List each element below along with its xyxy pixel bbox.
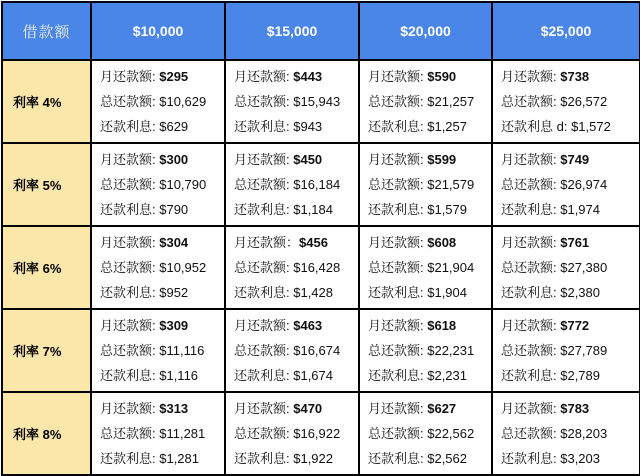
cell-line-value: $22,231 bbox=[427, 343, 475, 358]
row-label: 利率 6% bbox=[2, 226, 91, 309]
cell-line-value: $1,281 bbox=[159, 451, 199, 466]
cell-line bbox=[100, 396, 220, 421]
column-header-10000: $10,000 bbox=[91, 2, 225, 60]
cell-line-label: 月还款额: bbox=[234, 69, 294, 84]
table-row bbox=[2, 392, 640, 475]
cell-line-value: $1,428 bbox=[293, 285, 333, 300]
cell-line bbox=[501, 197, 635, 222]
cell-line-value: $21,257 bbox=[427, 94, 475, 109]
table-cell bbox=[359, 226, 492, 309]
cell-line-value: $463 bbox=[293, 318, 323, 333]
cell-line-label: 总还款额: bbox=[368, 177, 428, 192]
table-cell bbox=[359, 60, 492, 143]
cell-line-value: $627 bbox=[427, 401, 457, 416]
cell-line-value: $3,203 bbox=[560, 451, 600, 466]
table-cell bbox=[225, 60, 359, 143]
cell-line bbox=[368, 396, 487, 421]
cell-line bbox=[368, 114, 487, 139]
table-cell bbox=[359, 309, 492, 392]
cell-line-value: $16,184 bbox=[293, 177, 341, 192]
cell-line-label: 总还款额: bbox=[501, 177, 561, 192]
cell-line-label: 还款利息: bbox=[368, 451, 428, 466]
cell-line-value: $761 bbox=[560, 235, 590, 250]
cell-line bbox=[501, 396, 635, 421]
table-cell bbox=[359, 392, 492, 475]
table-cell bbox=[492, 60, 640, 143]
cell-line-label: 总还款额: bbox=[501, 94, 561, 109]
cell-line-label: 总还款额: bbox=[234, 343, 294, 358]
cell-line-value: $21,904 bbox=[427, 260, 475, 275]
table-cell bbox=[492, 143, 640, 226]
cell-line-label: 还款利息: bbox=[100, 285, 160, 300]
cell-line-value: $443 bbox=[293, 69, 323, 84]
cell-line bbox=[368, 64, 487, 89]
loan-table bbox=[1, 1, 640, 476]
cell-line-value: $313 bbox=[159, 401, 189, 416]
cell-line bbox=[501, 313, 635, 338]
cell-line bbox=[100, 280, 220, 305]
table-cell bbox=[492, 392, 640, 475]
cell-line-value: $26,974 bbox=[560, 177, 608, 192]
cell-line-value: $300 bbox=[159, 152, 189, 167]
cell-line-value: $2,380 bbox=[560, 285, 600, 300]
cell-line bbox=[368, 363, 487, 388]
table-cell bbox=[91, 392, 225, 475]
cell-line-value: $11,116 bbox=[159, 343, 205, 358]
cell-line-label: 还款利息 d: bbox=[501, 119, 572, 134]
column-header-20000: $20,000 bbox=[359, 2, 492, 60]
cell-line bbox=[100, 363, 220, 388]
cell-line-label: 月还款额: bbox=[234, 318, 294, 333]
cell-line-value: $1,974 bbox=[560, 202, 600, 217]
cell-line-value: $27,789 bbox=[560, 343, 608, 358]
cell-line-label: 总还款额: bbox=[100, 343, 160, 358]
cell-line bbox=[501, 446, 635, 471]
cell-line-value: $10,790 bbox=[159, 177, 207, 192]
cell-line bbox=[100, 147, 220, 172]
cell-line-label: 还款利息: bbox=[234, 202, 294, 217]
cell-line-value: $16,674 bbox=[293, 343, 341, 358]
cell-line-label: 还款利息: bbox=[234, 119, 294, 134]
cell-line-label: 总还款额: bbox=[501, 343, 561, 358]
cell-line-value: $16,922 bbox=[293, 426, 341, 441]
cell-line bbox=[234, 396, 354, 421]
cell-line-label: 总还款额: bbox=[100, 260, 160, 275]
cell-line-label: 还款利息: bbox=[368, 202, 428, 217]
cell-line-value: $2,231 bbox=[427, 368, 467, 383]
cell-line-value: $28,203 bbox=[560, 426, 608, 441]
cell-line-value: $790 bbox=[159, 202, 189, 217]
cell-line-label: 总还款额: bbox=[368, 94, 428, 109]
cell-line bbox=[100, 64, 220, 89]
cell-line-value: $22,562 bbox=[427, 426, 475, 441]
cell-line-value: $10,952 bbox=[159, 260, 207, 275]
cell-line bbox=[234, 421, 354, 446]
cell-line-label: 月还款额: bbox=[368, 235, 428, 250]
cell-line bbox=[368, 89, 487, 114]
cell-line-label: 月还款额: bbox=[100, 152, 160, 167]
cell-line-label: 总还款额: bbox=[234, 260, 294, 275]
row-label: 利率 4% bbox=[2, 60, 91, 143]
cell-line bbox=[100, 230, 220, 255]
cell-line bbox=[501, 114, 635, 139]
cell-line-value: $10,629 bbox=[159, 94, 207, 109]
cell-line-value: $11,281 bbox=[159, 426, 206, 441]
cell-line bbox=[501, 363, 635, 388]
table-row bbox=[2, 60, 640, 143]
cell-line-value: $1,184 bbox=[293, 202, 333, 217]
cell-line-value: $2,562 bbox=[427, 451, 467, 466]
cell-line-value: $608 bbox=[427, 235, 457, 250]
cell-line bbox=[234, 280, 354, 305]
cell-line-label: 还款利息: bbox=[501, 368, 561, 383]
cell-line bbox=[100, 114, 220, 139]
cell-line-value: $295 bbox=[159, 69, 189, 84]
cell-line bbox=[234, 230, 354, 255]
cell-line bbox=[368, 172, 487, 197]
table-cell bbox=[492, 309, 640, 392]
cell-line-label: 还款利息: bbox=[501, 202, 561, 217]
cell-line-label: 还款利息: bbox=[501, 451, 561, 466]
cell-line-value: $943 bbox=[293, 119, 323, 134]
cell-line-label: 月还款额: bbox=[100, 235, 160, 250]
cell-line bbox=[100, 89, 220, 114]
cell-line-label: 总还款额: bbox=[368, 260, 428, 275]
corner-header: 借款额 bbox=[2, 2, 91, 60]
cell-line bbox=[501, 421, 635, 446]
cell-line-value: $16,428 bbox=[293, 260, 341, 275]
cell-line-label: 月还款额: bbox=[501, 318, 561, 333]
cell-line-value: $470 bbox=[293, 401, 323, 416]
cell-line-value: $783 bbox=[560, 401, 590, 416]
cell-line-label: 还款利息: bbox=[234, 285, 294, 300]
cell-line bbox=[368, 230, 487, 255]
cell-line-value: $618 bbox=[427, 318, 457, 333]
cell-line-value: $26,572 bbox=[560, 94, 608, 109]
cell-line-value: $1,116 bbox=[159, 368, 199, 383]
cell-line bbox=[100, 197, 220, 222]
table-cell bbox=[91, 143, 225, 226]
cell-line bbox=[234, 313, 354, 338]
cell-line-label: 月还款额: bbox=[368, 152, 428, 167]
cell-line bbox=[501, 64, 635, 89]
cell-line-label: 还款利息: bbox=[100, 119, 160, 134]
cell-line-value: $21,579 bbox=[427, 177, 475, 192]
cell-line-value: $599 bbox=[427, 152, 457, 167]
cell-line-value: $1,674 bbox=[293, 368, 333, 383]
cell-line bbox=[100, 313, 220, 338]
cell-line bbox=[100, 255, 220, 280]
cell-line bbox=[368, 197, 487, 222]
cell-line-label: 月还款额: bbox=[234, 152, 294, 167]
cell-line bbox=[501, 147, 635, 172]
cell-line-label: 月还款额: bbox=[501, 235, 561, 250]
cell-line-label: 月还款额: bbox=[368, 69, 428, 84]
table-cell bbox=[225, 392, 359, 475]
cell-line-label: 还款利息: bbox=[100, 368, 160, 383]
column-header-15000: $15,000 bbox=[225, 2, 359, 60]
cell-line-label: 总还款额: bbox=[501, 426, 561, 441]
row-label: 利率 5% bbox=[2, 143, 91, 226]
cell-line bbox=[234, 197, 354, 222]
cell-line bbox=[234, 64, 354, 89]
cell-line bbox=[234, 114, 354, 139]
table-cell bbox=[91, 226, 225, 309]
cell-line bbox=[368, 280, 487, 305]
cell-line bbox=[368, 421, 487, 446]
cell-line-label: 总还款额: bbox=[100, 177, 160, 192]
table-cell bbox=[492, 226, 640, 309]
cell-line bbox=[501, 280, 635, 305]
cell-line-label: 还款利息: bbox=[234, 451, 294, 466]
cell-line-label: 月还款额: bbox=[368, 401, 428, 416]
cell-line-value: $450 bbox=[293, 152, 323, 167]
row-label: 利率 8% bbox=[2, 392, 91, 475]
table-row bbox=[2, 226, 640, 309]
cell-line-value: $1,904 bbox=[427, 285, 467, 300]
row-label: 利率 7% bbox=[2, 309, 91, 392]
cell-line-label: 总还款额: bbox=[234, 426, 294, 441]
cell-line-label: 总还款额: bbox=[100, 426, 160, 441]
table-row bbox=[2, 309, 640, 392]
cell-line-label: 月还款额: bbox=[100, 401, 160, 416]
cell-line-label: 月还款额: bbox=[100, 69, 160, 84]
table-body bbox=[2, 60, 640, 475]
cell-line-value: $749 bbox=[560, 152, 590, 167]
cell-line bbox=[501, 89, 635, 114]
cell-line bbox=[100, 421, 220, 446]
cell-line bbox=[100, 172, 220, 197]
cell-line-label: 月还款额: bbox=[100, 318, 160, 333]
cell-line-value: $772 bbox=[560, 318, 590, 333]
header-row bbox=[2, 2, 640, 60]
cell-line-label: 总还款额: bbox=[368, 426, 428, 441]
cell-line-label: 还款利息: bbox=[100, 451, 160, 466]
cell-line-label: 月还款额: bbox=[234, 401, 294, 416]
table-cell bbox=[225, 143, 359, 226]
cell-line-value: $456 bbox=[299, 235, 328, 250]
cell-line bbox=[100, 338, 220, 363]
cell-line-label: 月还款额: bbox=[501, 69, 561, 84]
cell-line-label: 月还款额: bbox=[368, 318, 428, 333]
cell-line-value: $1,922 bbox=[293, 451, 333, 466]
cell-line bbox=[368, 313, 487, 338]
table-cell bbox=[359, 143, 492, 226]
cell-line-label: 还款利息: bbox=[100, 202, 160, 217]
cell-line-value: $27,380 bbox=[560, 260, 608, 275]
cell-line-value: $738 bbox=[560, 69, 590, 84]
cell-line-label: 还款利息: bbox=[368, 119, 428, 134]
cell-line-value: $304 bbox=[159, 235, 189, 250]
cell-line bbox=[501, 172, 635, 197]
cell-line-value: $952 bbox=[159, 285, 189, 300]
cell-line bbox=[368, 338, 487, 363]
table-cell bbox=[225, 226, 359, 309]
cell-line-label: 还款利息: bbox=[501, 285, 561, 300]
cell-line bbox=[234, 89, 354, 114]
cell-line-label: 总还款额: bbox=[234, 177, 294, 192]
table-cell bbox=[91, 60, 225, 143]
cell-line-label: 总还款额: bbox=[501, 260, 561, 275]
cell-line bbox=[234, 147, 354, 172]
cell-line bbox=[501, 338, 635, 363]
cell-line bbox=[234, 338, 354, 363]
cell-line bbox=[234, 172, 354, 197]
table-cell bbox=[225, 309, 359, 392]
cell-line-label: 总还款额: bbox=[100, 94, 160, 109]
cell-line-label: 还款利息: bbox=[368, 285, 428, 300]
cell-line bbox=[234, 255, 354, 280]
cell-line-value: $1,572 bbox=[571, 119, 611, 134]
cell-line bbox=[368, 255, 487, 280]
cell-line bbox=[234, 446, 354, 471]
cell-line-label: 总还款额: bbox=[234, 94, 294, 109]
column-header-25000: $25,000 bbox=[492, 2, 640, 60]
cell-line-label: 还款利息: bbox=[368, 368, 428, 383]
cell-line-value: $2,789 bbox=[560, 368, 600, 383]
cell-line bbox=[368, 446, 487, 471]
cell-line-value: $15,943 bbox=[293, 94, 341, 109]
cell-line bbox=[368, 147, 487, 172]
cell-line bbox=[234, 363, 354, 388]
cell-line-value: $590 bbox=[427, 69, 457, 84]
cell-line-label: 总还款额: bbox=[368, 343, 428, 358]
cell-line-label: 月还款额： bbox=[234, 235, 300, 250]
cell-line-label: 月还款额: bbox=[501, 401, 561, 416]
cell-line bbox=[501, 230, 635, 255]
cell-line-value: $1,257 bbox=[427, 119, 467, 134]
cell-line-value: $309 bbox=[159, 318, 189, 333]
table-header bbox=[2, 2, 640, 60]
cell-line-label: 月还款额: bbox=[501, 152, 561, 167]
cell-line-label: 还款利息: bbox=[234, 368, 294, 383]
cell-line-value: $1,579 bbox=[427, 202, 467, 217]
cell-line-value: $629 bbox=[159, 119, 189, 134]
cell-line bbox=[100, 446, 220, 471]
cell-line bbox=[501, 255, 635, 280]
table-cell bbox=[91, 309, 225, 392]
table-row bbox=[2, 143, 640, 226]
